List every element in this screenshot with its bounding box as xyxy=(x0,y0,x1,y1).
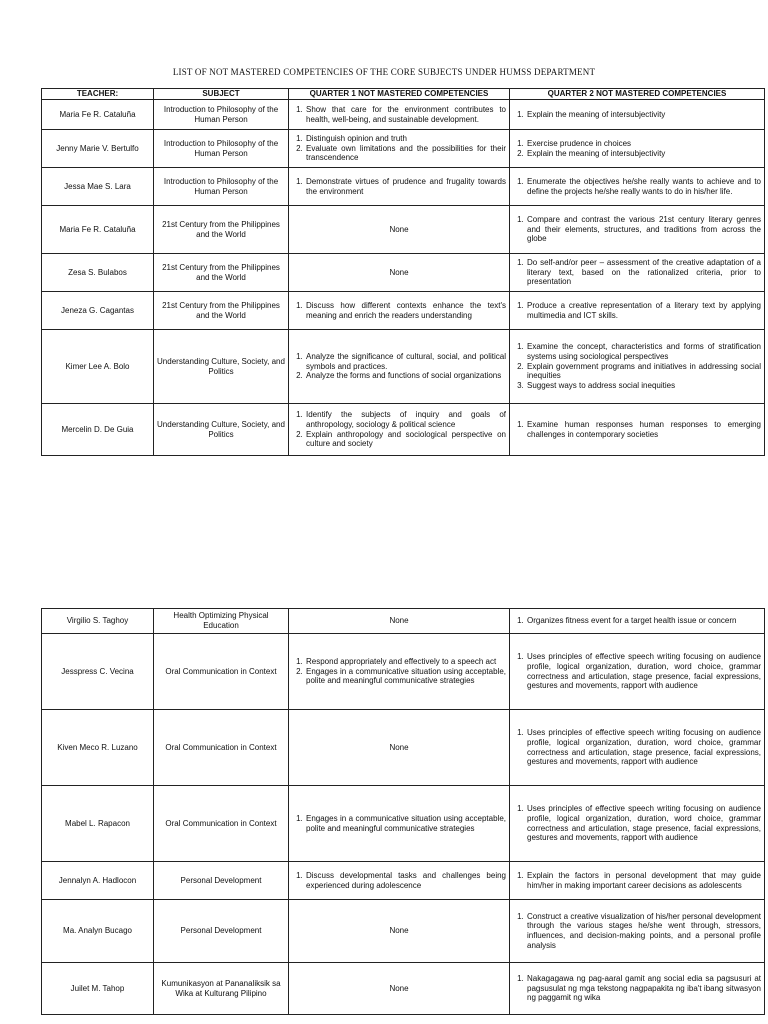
competency-item: 1. Uses principles of effective speech writing focusing on audience profile, logical organization, duration, word choice, grammar correctness and articulation, stage presence, facial expressions, gestures and movements, rapport with audience xyxy=(526,804,761,843)
competency-list xyxy=(513,110,761,120)
teacher-cell: Jessa Mae S. Lara xyxy=(42,168,154,206)
teacher-cell: Juilet M. Tahop xyxy=(42,963,154,1015)
quarter-1-cell xyxy=(289,168,510,206)
subject-cell: 21st Century from the Philippines and the World xyxy=(154,292,289,330)
competency-list xyxy=(513,652,761,691)
table-row xyxy=(42,404,765,456)
teacher-cell: Mabel L. Rapacon xyxy=(42,786,154,862)
quarter-1-cell: None xyxy=(289,254,510,292)
competency-list xyxy=(513,804,761,843)
quarter-1-cell: None xyxy=(289,963,510,1015)
competency-list xyxy=(513,177,761,197)
subject-cell: Introduction to Philosophy of the Human Person xyxy=(154,130,289,168)
competencies-table-1 xyxy=(41,88,765,456)
competency-item: 2. Engages in a communicative situation using acceptable, polite and meaningful communicative strategies xyxy=(305,667,506,687)
quarter-1-cell: None xyxy=(289,206,510,254)
quarter-2-cell xyxy=(510,292,765,330)
document-title: LIST OF NOT MASTERED COMPETENCIES OF THE CORE SUBJECTS UNDER HUMSS DEPARTMENT xyxy=(172,67,596,77)
competency-list xyxy=(292,410,506,449)
competency-item: 1. Discuss how different contexts enhance the text's meaning and enrich the readers understanding xyxy=(305,301,506,321)
teacher-cell: Kimer Lee A. Bolo xyxy=(42,330,154,404)
quarter-2-cell xyxy=(510,404,765,456)
quarter-1-cell xyxy=(289,100,510,130)
table-row xyxy=(42,330,765,404)
subject-cell: Kumunikasyon at Pananaliksik sa Wika at Kulturang Pilipino xyxy=(154,963,289,1015)
quarter-2-cell xyxy=(510,206,765,254)
subject-cell: Personal Development xyxy=(154,900,289,963)
table-row xyxy=(42,130,765,168)
table-row xyxy=(42,206,765,254)
competency-item: 1. Examine the concept, characteristics and forms of stratification systems using sociological perspectives xyxy=(526,342,761,362)
quarter-2-cell xyxy=(510,862,765,900)
header-teacher: TEACHER: xyxy=(42,89,154,100)
teacher-cell: Mercelin D. De Guia xyxy=(42,404,154,456)
competency-list xyxy=(513,974,761,1003)
table-row xyxy=(42,634,765,710)
teacher-cell: Jennalyn A. Hadlocon xyxy=(42,862,154,900)
competency-item: 1. Demonstrate virtues of prudence and frugality towards the environment xyxy=(305,177,506,197)
competency-item: 1. Examine human responses human responses to emerging challenges in contemporary societies xyxy=(526,420,761,440)
quarter-2-cell xyxy=(510,710,765,786)
quarter-1-cell xyxy=(289,330,510,404)
competency-item: 1. Organizes fitness event for a target health issue or concern xyxy=(526,616,761,626)
competency-item: 2. Evaluate own limitations and the possibilities for their transcendence xyxy=(305,144,506,164)
quarter-1-cell xyxy=(289,292,510,330)
competency-item: 1. Distinguish opinion and truth xyxy=(305,134,506,144)
quarter-2-cell xyxy=(510,900,765,963)
competencies-table-2 xyxy=(41,608,765,1015)
subject-cell: Introduction to Philosophy of the Human Person xyxy=(154,168,289,206)
table-row xyxy=(42,609,765,634)
subject-cell: Personal Development xyxy=(154,862,289,900)
subject-cell: Oral Communication in Context xyxy=(154,634,289,710)
subject-cell: Health Optimizing Physical Education xyxy=(154,609,289,634)
table-row xyxy=(42,862,765,900)
competency-list xyxy=(513,871,761,891)
quarter-1-cell xyxy=(289,786,510,862)
competency-list xyxy=(292,814,506,834)
header-quarter-2: QUARTER 2 NOT MASTERED COMPETENCIES xyxy=(510,89,765,100)
table-row xyxy=(42,100,765,130)
competency-list xyxy=(513,728,761,767)
teacher-cell: Kiven Meco R. Luzano xyxy=(42,710,154,786)
competency-list xyxy=(292,105,506,125)
table-row xyxy=(42,786,765,862)
competency-item: 1. Engages in a communicative situation using acceptable, polite and meaningful communicative strategies xyxy=(305,814,506,834)
competency-item: 1. Identify the subjects of inquiry and goals of anthropology, sociology & political science xyxy=(305,410,506,430)
quarter-2-cell xyxy=(510,100,765,130)
subject-cell: Oral Communication in Context xyxy=(154,710,289,786)
competency-list xyxy=(513,912,761,951)
teacher-cell: Ma. Analyn Bucago xyxy=(42,900,154,963)
competency-list xyxy=(513,420,761,440)
competency-item: 1. Nakagagawa ng pag-aaral gamit ang social edia sa pagsusuri at pagsusulat ng mga tekstong nagpapakita ng iba't ibang sitwasyon ng paggamit ng wika xyxy=(526,974,761,1003)
subject-cell: Oral Communication in Context xyxy=(154,786,289,862)
competency-item: 1. Exercise prudence in choices xyxy=(526,139,761,149)
subject-cell: Introduction to Philosophy of the Human Person xyxy=(154,100,289,130)
quarter-2-cell xyxy=(510,963,765,1015)
table-row xyxy=(42,168,765,206)
competency-item: 1. Analyze the significance of cultural, social, and political symbols and practices. xyxy=(305,352,506,372)
competency-list xyxy=(513,258,761,287)
quarter-2-cell xyxy=(510,130,765,168)
teacher-cell: Jeneza G. Cagantas xyxy=(42,292,154,330)
competency-item: 1. Produce a creative representation of a literary text by applying multimedia and ICT skills. xyxy=(526,301,761,321)
subject-cell: Understanding Culture, Society, and Politics xyxy=(154,330,289,404)
quarter-2-cell xyxy=(510,634,765,710)
subject-cell: Understanding Culture, Society, and Politics xyxy=(154,404,289,456)
quarter-2-cell xyxy=(510,168,765,206)
teacher-cell: Virgilio S. Taghoy xyxy=(42,609,154,634)
competency-item: 1. Construct a creative visualization of his/her personal development through the various stages he/she went through, stressors, influences, and decision-making points, and a personal profile analysis xyxy=(526,912,761,951)
competency-list xyxy=(513,342,761,391)
competency-item: 2. Analyze the forms and functions of social organizations xyxy=(305,371,506,381)
competency-item: 1. Uses principles of effective speech writing focusing on audience profile, logical organization, duration, word choice, grammar correctness and articulation, stage presence, facial expressions, gestures and movements, rapport with audience xyxy=(526,652,761,691)
quarter-1-cell xyxy=(289,404,510,456)
quarter-2-cell xyxy=(510,254,765,292)
competency-item: 1. Do self-and/or peer – assessment of the creative adaptation of a literary text, based on the rationalized criteria, prior to presentation xyxy=(526,258,761,287)
header-subject: SUBJECT xyxy=(154,89,289,100)
competency-item: 1. Explain the factors in personal development that may guide him/her in making important career decisions as adolescents xyxy=(526,871,761,891)
competency-item: 3. Suggest ways to address social inequities xyxy=(526,381,761,391)
competency-list xyxy=(292,352,506,381)
quarter-1-cell xyxy=(289,130,510,168)
competency-item: 2. Explain the meaning of intersubjectivity xyxy=(526,149,761,159)
table-row xyxy=(42,292,765,330)
competency-item: 1. Show that care for the environment contributes to health, well-being, and sustainable development. xyxy=(305,105,506,125)
competency-list xyxy=(513,139,761,159)
competency-item: 1. Respond appropriately and effectively to a speech act xyxy=(305,657,506,667)
quarter-1-cell: None xyxy=(289,609,510,634)
competency-list xyxy=(292,657,506,686)
header-quarter-1: QUARTER 1 NOT MASTERED COMPETENCIES xyxy=(289,89,510,100)
table-row xyxy=(42,900,765,963)
quarter-1-cell xyxy=(289,862,510,900)
quarter-1-cell xyxy=(289,634,510,710)
quarter-1-cell: None xyxy=(289,900,510,963)
competency-list xyxy=(513,616,761,626)
competency-list xyxy=(292,177,506,197)
competency-item: 1. Uses principles of effective speech writing focusing on audience profile, logical organization, duration, word choice, grammar correctness and articulation, stage presence, facial expressions, gestures and movements, rapport with audience xyxy=(526,728,761,767)
table-row xyxy=(42,710,765,786)
competency-item: 1. Enumerate the objectives he/she really wants to achieve and to define the projects he/she really wants to do in his/her life. xyxy=(526,177,761,197)
competency-item: 1. Compare and contrast the various 21st century literary genres and their elements, structures, and traditions from across the globe xyxy=(526,215,761,244)
competency-item: 2. Explain anthropology and sociological perspective on culture and society xyxy=(305,430,506,450)
table-row xyxy=(42,963,765,1015)
competency-item: 1. Discuss developmental tasks and challenges being experienced during adolescence xyxy=(305,871,506,891)
subject-cell: 21st Century from the Philippines and the World xyxy=(154,254,289,292)
competency-list xyxy=(292,301,506,321)
teacher-cell: Maria Fe R. Cataluña xyxy=(42,206,154,254)
teacher-cell: Jesspress C. Vecina xyxy=(42,634,154,710)
competency-list xyxy=(292,134,506,163)
quarter-2-cell xyxy=(510,786,765,862)
competency-list xyxy=(292,871,506,891)
quarter-2-cell xyxy=(510,330,765,404)
teacher-cell: Maria Fe R. Cataluña xyxy=(42,100,154,130)
table-header-row xyxy=(42,89,765,100)
competency-item: 2. Explain government programs and initiatives in addressing social inequities xyxy=(526,362,761,382)
teacher-cell: Zesa S. Bulabos xyxy=(42,254,154,292)
subject-cell: 21st Century from the Philippines and the World xyxy=(154,206,289,254)
teacher-cell: Jenny Marie V. Bertulfo xyxy=(42,130,154,168)
quarter-2-cell xyxy=(510,609,765,634)
competency-item: 1. Explain the meaning of intersubjectivity xyxy=(526,110,761,120)
competency-list xyxy=(513,215,761,244)
competency-list xyxy=(513,301,761,321)
quarter-1-cell: None xyxy=(289,710,510,786)
table-row xyxy=(42,254,765,292)
